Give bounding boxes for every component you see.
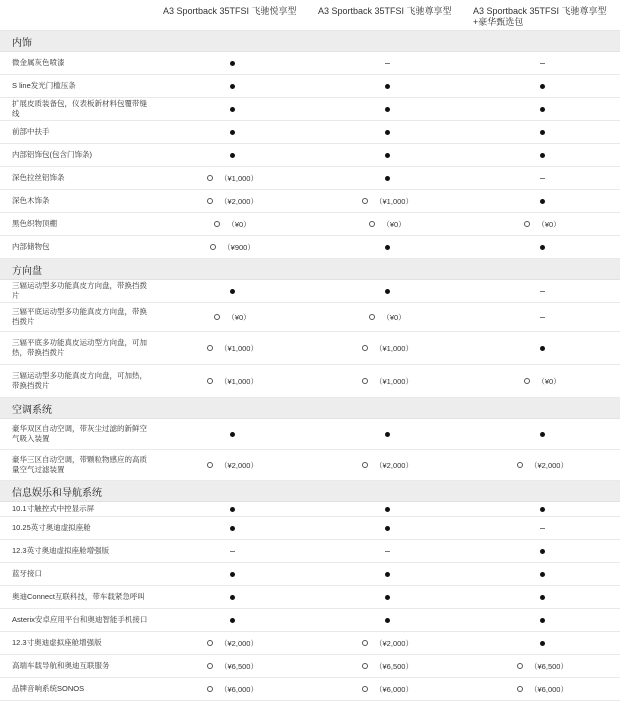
row-label: 内部储物包 bbox=[12, 242, 50, 251]
row-cell bbox=[465, 419, 620, 449]
row-cell bbox=[465, 280, 620, 302]
row-cell bbox=[155, 655, 310, 677]
optional-mark-icon bbox=[369, 221, 375, 227]
option-price: （¥0） bbox=[537, 219, 561, 229]
row-cell bbox=[465, 75, 620, 97]
row-cell bbox=[155, 98, 310, 120]
standard-mark-icon bbox=[385, 595, 390, 600]
section-header: 空调系统 bbox=[0, 398, 620, 419]
standard-mark-icon bbox=[230, 618, 235, 623]
standard-mark-icon bbox=[540, 346, 545, 351]
option-price: （¥2,000） bbox=[220, 196, 258, 206]
optional-mark-icon bbox=[207, 462, 213, 468]
standard-mark-icon bbox=[540, 84, 545, 89]
standard-mark-icon bbox=[230, 107, 235, 112]
optional-mark-icon bbox=[207, 175, 213, 181]
row-cell bbox=[155, 75, 310, 97]
row-cell bbox=[155, 419, 310, 449]
table-row bbox=[0, 75, 620, 98]
row-cell bbox=[155, 167, 310, 189]
option-price: （¥0） bbox=[537, 376, 561, 386]
standard-mark-icon bbox=[385, 130, 390, 135]
row-cell bbox=[310, 632, 465, 654]
row-cell bbox=[465, 190, 620, 212]
row-cell bbox=[310, 450, 465, 480]
row-cell bbox=[465, 632, 620, 654]
row-cell bbox=[310, 280, 465, 302]
row-cell bbox=[465, 540, 620, 562]
row-cell bbox=[465, 450, 620, 480]
optional-mark-icon bbox=[369, 314, 375, 320]
not-available-icon bbox=[540, 291, 545, 292]
row-label: 前部中扶手 bbox=[12, 127, 50, 136]
row-cell bbox=[310, 586, 465, 608]
row-cell bbox=[465, 303, 620, 331]
row-cell bbox=[155, 365, 310, 397]
table-row bbox=[0, 213, 620, 236]
standard-mark-icon bbox=[385, 526, 390, 531]
standard-mark-icon bbox=[540, 130, 545, 135]
standard-mark-icon bbox=[540, 549, 545, 554]
section-header: 方向盘 bbox=[0, 259, 620, 280]
table-row bbox=[0, 236, 620, 259]
standard-mark-icon bbox=[385, 289, 390, 294]
standard-mark-icon bbox=[385, 245, 390, 250]
row-cell bbox=[155, 678, 310, 700]
optional-mark-icon bbox=[207, 686, 213, 692]
option-price: （¥6,500） bbox=[530, 661, 568, 671]
option-price: （¥6,500） bbox=[375, 661, 413, 671]
table-row bbox=[0, 332, 620, 365]
row-cell bbox=[155, 540, 310, 562]
row-label: 黑色织物顶棚 bbox=[12, 219, 57, 228]
row-cell bbox=[310, 678, 465, 700]
not-available-icon bbox=[230, 551, 235, 552]
table-row bbox=[0, 563, 620, 586]
row-cell bbox=[155, 52, 310, 74]
standard-mark-icon bbox=[230, 572, 235, 577]
option-price: （¥0） bbox=[382, 312, 406, 322]
optional-mark-icon bbox=[362, 640, 368, 646]
row-cell bbox=[310, 419, 465, 449]
row-cell bbox=[465, 98, 620, 120]
table-row bbox=[0, 678, 620, 701]
optional-mark-icon bbox=[517, 686, 523, 692]
row-label: 豪华双区自动空调，带灰尘过滤的新鲜空气吸入装置 bbox=[12, 424, 147, 443]
not-available-icon bbox=[540, 528, 545, 529]
row-cell bbox=[155, 303, 310, 331]
optional-mark-icon bbox=[524, 221, 530, 227]
standard-mark-icon bbox=[540, 107, 545, 112]
table-row bbox=[0, 502, 620, 517]
optional-mark-icon bbox=[207, 378, 213, 384]
row-cell bbox=[155, 450, 310, 480]
not-available-icon bbox=[540, 317, 545, 318]
option-price: （¥1,000） bbox=[375, 196, 413, 206]
standard-mark-icon bbox=[230, 432, 235, 437]
row-cell bbox=[155, 280, 310, 302]
table-row bbox=[0, 280, 620, 303]
row-cell bbox=[465, 167, 620, 189]
row-cell bbox=[465, 236, 620, 258]
row-label: 12.3寸奥迪虚拟座舱增强版 bbox=[12, 638, 102, 647]
row-cell bbox=[155, 502, 310, 516]
standard-mark-icon bbox=[385, 507, 390, 512]
standard-mark-icon bbox=[385, 432, 390, 437]
row-cell bbox=[310, 236, 465, 258]
table-row bbox=[0, 419, 620, 450]
row-label: 扩展皮质装备包，仪表板新材料包覆带缝线 bbox=[12, 99, 147, 118]
row-cell bbox=[310, 540, 465, 562]
row-cell bbox=[465, 502, 620, 516]
standard-mark-icon bbox=[540, 199, 545, 204]
row-cell bbox=[155, 213, 310, 235]
row-label: 三辐平底运动型多功能真皮方向盘，带换挡拨片 bbox=[12, 307, 147, 326]
row-cell bbox=[465, 213, 620, 235]
standard-mark-icon bbox=[540, 641, 545, 646]
option-price: （¥900） bbox=[223, 242, 255, 252]
table-row bbox=[0, 609, 620, 632]
table-row bbox=[0, 98, 620, 121]
table-row bbox=[0, 121, 620, 144]
header-column-1: A3 Sportback 35TFSI 飞驰悦享型 bbox=[163, 6, 297, 16]
table-row bbox=[0, 450, 620, 481]
standard-mark-icon bbox=[385, 572, 390, 577]
option-price: （¥6,500） bbox=[220, 661, 258, 671]
row-cell bbox=[310, 303, 465, 331]
optional-mark-icon bbox=[207, 640, 213, 646]
option-price: （¥2,000） bbox=[375, 460, 413, 470]
standard-mark-icon bbox=[540, 432, 545, 437]
standard-mark-icon bbox=[385, 176, 390, 181]
option-price: （¥1,000） bbox=[375, 343, 413, 353]
option-price: （¥6,000） bbox=[375, 684, 413, 694]
option-price: （¥0） bbox=[382, 219, 406, 229]
optional-mark-icon bbox=[362, 663, 368, 669]
standard-mark-icon bbox=[385, 618, 390, 623]
row-cell bbox=[155, 632, 310, 654]
table-header bbox=[0, 0, 620, 31]
row-label: 品牌音响系统SONOS bbox=[12, 684, 85, 693]
row-cell bbox=[465, 365, 620, 397]
row-cell bbox=[155, 190, 310, 212]
optional-mark-icon bbox=[517, 663, 523, 669]
row-cell bbox=[310, 75, 465, 97]
optional-mark-icon bbox=[362, 686, 368, 692]
option-price: （¥0） bbox=[227, 312, 251, 322]
standard-mark-icon bbox=[540, 245, 545, 250]
row-cell bbox=[465, 52, 620, 74]
row-cell bbox=[310, 502, 465, 516]
row-label: 三辐平底多功能真皮运动型方向盘，可加热，带换挡拨片 bbox=[12, 338, 147, 357]
optional-mark-icon bbox=[207, 198, 213, 204]
row-label: Asterix安卓应用平台和奥迪智能手机接口 bbox=[12, 615, 148, 624]
optional-mark-icon bbox=[210, 244, 216, 250]
row-label: 10.1寸触控式中控显示屏 bbox=[12, 504, 95, 513]
row-cell bbox=[310, 98, 465, 120]
standard-mark-icon bbox=[385, 153, 390, 158]
option-price: （¥6,000） bbox=[530, 684, 568, 694]
row-cell bbox=[465, 586, 620, 608]
option-price: （¥0） bbox=[227, 219, 251, 229]
optional-mark-icon bbox=[362, 378, 368, 384]
standard-mark-icon bbox=[230, 526, 235, 531]
option-price: （¥2,000） bbox=[375, 638, 413, 648]
row-cell bbox=[465, 563, 620, 585]
standard-mark-icon bbox=[540, 618, 545, 623]
row-label: 12.3英寸奥迪虚拟座舱增强版 bbox=[12, 546, 110, 555]
row-label: 蓝牙接口 bbox=[12, 569, 42, 578]
table-row bbox=[0, 632, 620, 655]
row-cell bbox=[310, 213, 465, 235]
row-cell bbox=[310, 655, 465, 677]
row-cell bbox=[155, 517, 310, 539]
standard-mark-icon bbox=[540, 572, 545, 577]
header-spacer bbox=[0, 0, 155, 30]
option-price: （¥2,000） bbox=[220, 638, 258, 648]
row-cell bbox=[465, 678, 620, 700]
standard-mark-icon bbox=[540, 595, 545, 600]
row-label: 豪华三区自动空调，带颗粒物感应的高质量空气过滤装置 bbox=[12, 455, 147, 474]
table-row bbox=[0, 517, 620, 540]
row-cell bbox=[310, 167, 465, 189]
table-row bbox=[0, 52, 620, 75]
optional-mark-icon bbox=[362, 198, 368, 204]
table-row bbox=[0, 303, 620, 332]
section-header: 内饰 bbox=[0, 31, 620, 52]
standard-mark-icon bbox=[230, 84, 235, 89]
table-row bbox=[0, 365, 620, 398]
row-cell bbox=[465, 609, 620, 631]
optional-mark-icon bbox=[517, 462, 523, 468]
not-available-icon bbox=[385, 551, 390, 552]
standard-mark-icon bbox=[230, 507, 235, 512]
row-cell bbox=[310, 144, 465, 166]
row-cell bbox=[310, 121, 465, 143]
row-label: 三辐运动型多功能真皮方向盘，可加热，带换挡拨片 bbox=[12, 371, 147, 390]
header-column-3: A3 Sportback 35TFSI 飞驰尊享型 +豪华甄选包 bbox=[473, 6, 607, 27]
table-row bbox=[0, 167, 620, 190]
standard-mark-icon bbox=[230, 130, 235, 135]
not-available-icon bbox=[540, 63, 545, 64]
option-price: （¥1,000） bbox=[220, 343, 258, 353]
row-cell bbox=[310, 332, 465, 364]
not-available-icon bbox=[540, 178, 545, 179]
standard-mark-icon bbox=[230, 595, 235, 600]
row-cell bbox=[155, 144, 310, 166]
row-label: 奥迪Connect互联科技，带车载紧急呼叫 bbox=[12, 592, 145, 601]
option-price: （¥1,000） bbox=[220, 173, 258, 183]
optional-mark-icon bbox=[362, 462, 368, 468]
standard-mark-icon bbox=[230, 61, 235, 66]
row-label: 三辐运动型多功能真皮方向盘，带换挡拨片 bbox=[12, 281, 147, 300]
row-cell bbox=[155, 563, 310, 585]
optional-mark-icon bbox=[207, 345, 213, 351]
row-cell bbox=[310, 563, 465, 585]
row-label: 10.25英寸奥迪虚拟座舱 bbox=[12, 523, 91, 532]
standard-mark-icon bbox=[385, 84, 390, 89]
row-cell bbox=[155, 609, 310, 631]
option-price: （¥1,000） bbox=[375, 376, 413, 386]
table-row bbox=[0, 586, 620, 609]
row-cell bbox=[310, 517, 465, 539]
header-column-2: A3 Sportback 35TFSI 飞驰尊享型 bbox=[318, 6, 452, 16]
table-row bbox=[0, 655, 620, 678]
row-cell bbox=[310, 609, 465, 631]
row-cell bbox=[465, 121, 620, 143]
row-cell bbox=[155, 236, 310, 258]
row-cell bbox=[465, 517, 620, 539]
optional-mark-icon bbox=[524, 378, 530, 384]
row-cell bbox=[155, 586, 310, 608]
table-row bbox=[0, 144, 620, 167]
row-label: 深色拉丝铝饰条 bbox=[12, 173, 65, 182]
table-body bbox=[0, 31, 620, 701]
row-label: 深色木饰条 bbox=[12, 196, 50, 205]
row-cell bbox=[310, 365, 465, 397]
standard-mark-icon bbox=[540, 153, 545, 158]
standard-mark-icon bbox=[230, 153, 235, 158]
optional-mark-icon bbox=[362, 345, 368, 351]
optional-mark-icon bbox=[214, 221, 220, 227]
standard-mark-icon bbox=[230, 289, 235, 294]
row-label: 高端车载导航和奥迪互联服务 bbox=[12, 661, 110, 670]
option-price: （¥1,000） bbox=[220, 376, 258, 386]
row-cell bbox=[465, 144, 620, 166]
row-label: 内部铝饰包(包含门饰条) bbox=[12, 150, 92, 159]
not-available-icon bbox=[385, 63, 390, 64]
optional-mark-icon bbox=[214, 314, 220, 320]
row-cell bbox=[310, 52, 465, 74]
row-cell bbox=[155, 121, 310, 143]
table-row bbox=[0, 190, 620, 213]
optional-mark-icon bbox=[207, 663, 213, 669]
row-cell bbox=[310, 190, 465, 212]
row-cell bbox=[155, 332, 310, 364]
row-label: S line发光门槛压条 bbox=[12, 81, 76, 90]
option-price: （¥6,000） bbox=[220, 684, 258, 694]
row-cell bbox=[465, 655, 620, 677]
row-cell bbox=[465, 332, 620, 364]
row-label: 微金属灰色喷漆 bbox=[12, 58, 65, 67]
option-price: （¥2,000） bbox=[220, 460, 258, 470]
standard-mark-icon bbox=[540, 507, 545, 512]
section-header: 信息娱乐和导航系统 bbox=[0, 481, 620, 502]
option-price: （¥2,000） bbox=[530, 460, 568, 470]
table-row bbox=[0, 540, 620, 563]
standard-mark-icon bbox=[385, 107, 390, 112]
